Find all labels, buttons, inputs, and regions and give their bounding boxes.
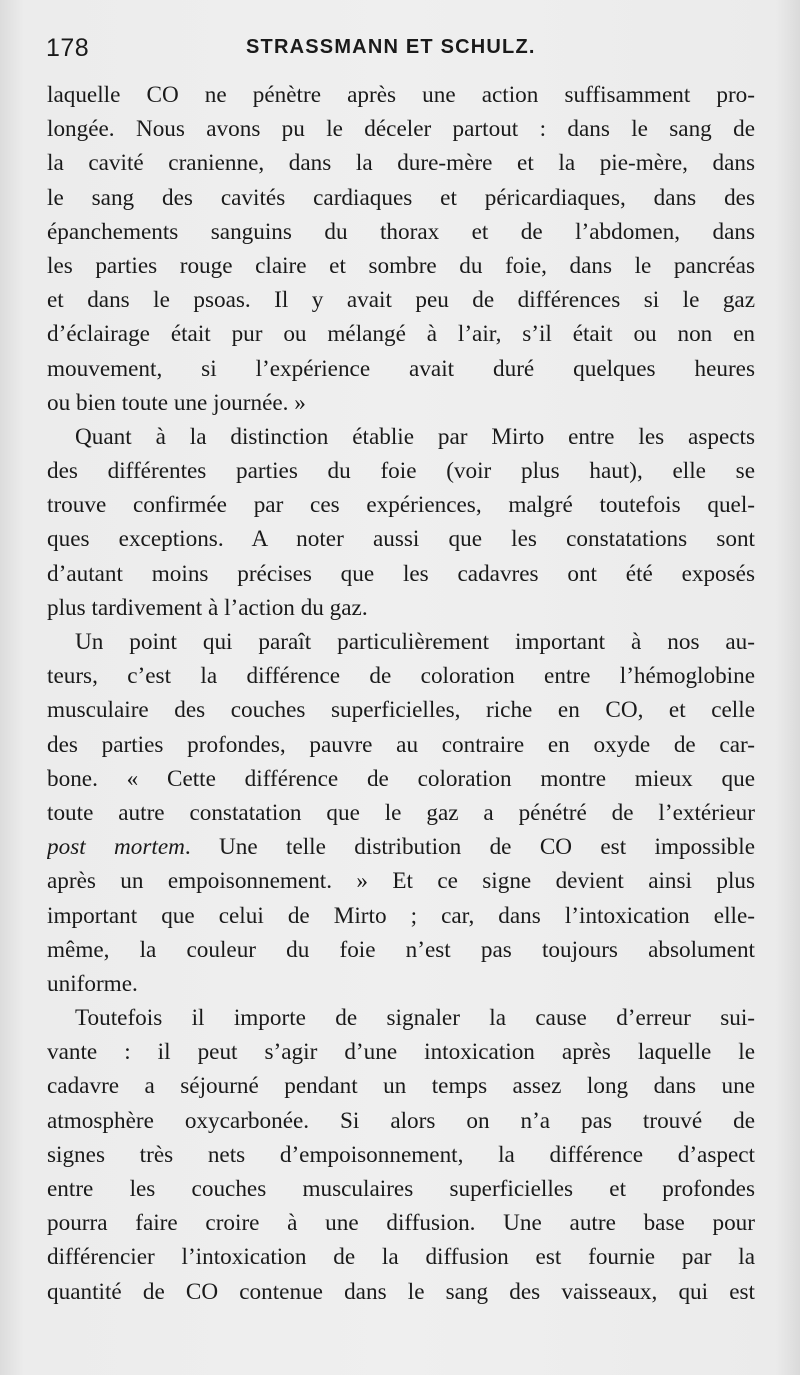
text-line: des différentes parties du foie (voir plus haut), elle se	[47, 458, 755, 485]
text-line: important que celui de Mirto ; car, dans l’intoxication elle-	[47, 902, 755, 929]
text-line: épanchements sanguins du thorax et de l’abdomen, dans	[47, 218, 755, 245]
text-line: et dans le psoas. Il y avait peu de différences si le gaz	[47, 287, 755, 314]
body-text	[47, 78, 755, 1309]
text-line: d’éclairage était pur ou mélangé à l’air, s’il était ou non en	[47, 321, 755, 348]
text-line: ques exceptions. A noter aussi que les constatations sont	[47, 526, 755, 553]
text-line: différencier l’intoxication de la diffusion est fournie par la	[47, 1244, 755, 1271]
text-line: vante : il peut s’agir d’une intoxication après laquelle le	[47, 1039, 755, 1066]
text-line: entre les couches musculaires superficielles et profondes	[47, 1176, 755, 1202]
text-line: bone. « Cette différence de coloration montre mieux que	[47, 765, 755, 792]
text-line: quantité de CO contenue dans le sang des vaisseaux, qui est	[47, 1278, 755, 1305]
text-line: trouve confirmée par ces expériences, malgré toutefois quel-	[47, 492, 755, 519]
text-line: atmosphère oxycarbonée. Si alors on n’a pas trouvé de	[47, 1107, 755, 1134]
text-line: la cavité cranienne, dans la dure-mère et la pie-mère, dans	[47, 150, 755, 177]
text-line: après un empoisonnement. » Et ce signe devient ainsi plus	[47, 868, 755, 895]
text-line	[47, 830, 755, 864]
text-line: signes très nets d’empoisonnement, la différence d’aspect	[47, 1141, 755, 1168]
text-line: mouvement, si l’expérience avait duré quelques heures	[47, 355, 755, 382]
text-line: d’autant moins précises que les cadavres ont été exposés	[47, 560, 755, 587]
text-line: musculaire des couches superficielles, riche en CO, et celle	[47, 697, 755, 724]
text-line: laquelle CO ne pénètre après une action suffisamment pro-	[47, 82, 755, 108]
text-line: des parties profondes, pauvre au contraire en oxyde de car-	[47, 731, 755, 758]
italic-phrase: post mortem	[47, 834, 185, 861]
running-head	[46, 34, 756, 64]
text-line-rest: . Une telle distribution de CO est impossible	[184, 834, 755, 861]
text-line: ou bien toute une journée. »	[47, 389, 306, 416]
text-line: le sang des cavités cardiaques et péricardiaques, dans des	[47, 184, 755, 211]
text-line: Quant à la distinction établie par Mirto entre les aspects	[75, 423, 755, 450]
page-number: 178	[46, 34, 90, 62]
text-line: cadavre a séjourné pendant un temps assez long dans une	[47, 1073, 755, 1100]
text-line: pourra faire croire à une diffusion. Une autre base pour	[47, 1210, 755, 1237]
text-line: longée. Nous avons pu le déceler partout : dans le sang de	[47, 116, 755, 143]
text-line: toute autre constatation que le gaz a pénétré de l’extérieur	[47, 799, 755, 826]
text-line: Toutefois il importe de signaler la cause d’erreur sui-	[75, 1005, 755, 1032]
text-line: les parties rouge claire et sombre du foie, dans le pancréas	[47, 252, 755, 279]
text-line: même, la couleur du foie n’est pas toujours absolument	[47, 936, 755, 963]
running-title: STRASSMANN ET SCHULZ.	[246, 36, 536, 58]
text-line: plus tardivement à l’action du gaz.	[47, 594, 368, 621]
text-line: Un point qui paraît particulièrement important à nos au-	[75, 629, 755, 655]
text-line: uniforme.	[47, 970, 138, 997]
text-line: teurs, c’est la différence de coloration entre l’hémoglobine	[47, 663, 755, 690]
